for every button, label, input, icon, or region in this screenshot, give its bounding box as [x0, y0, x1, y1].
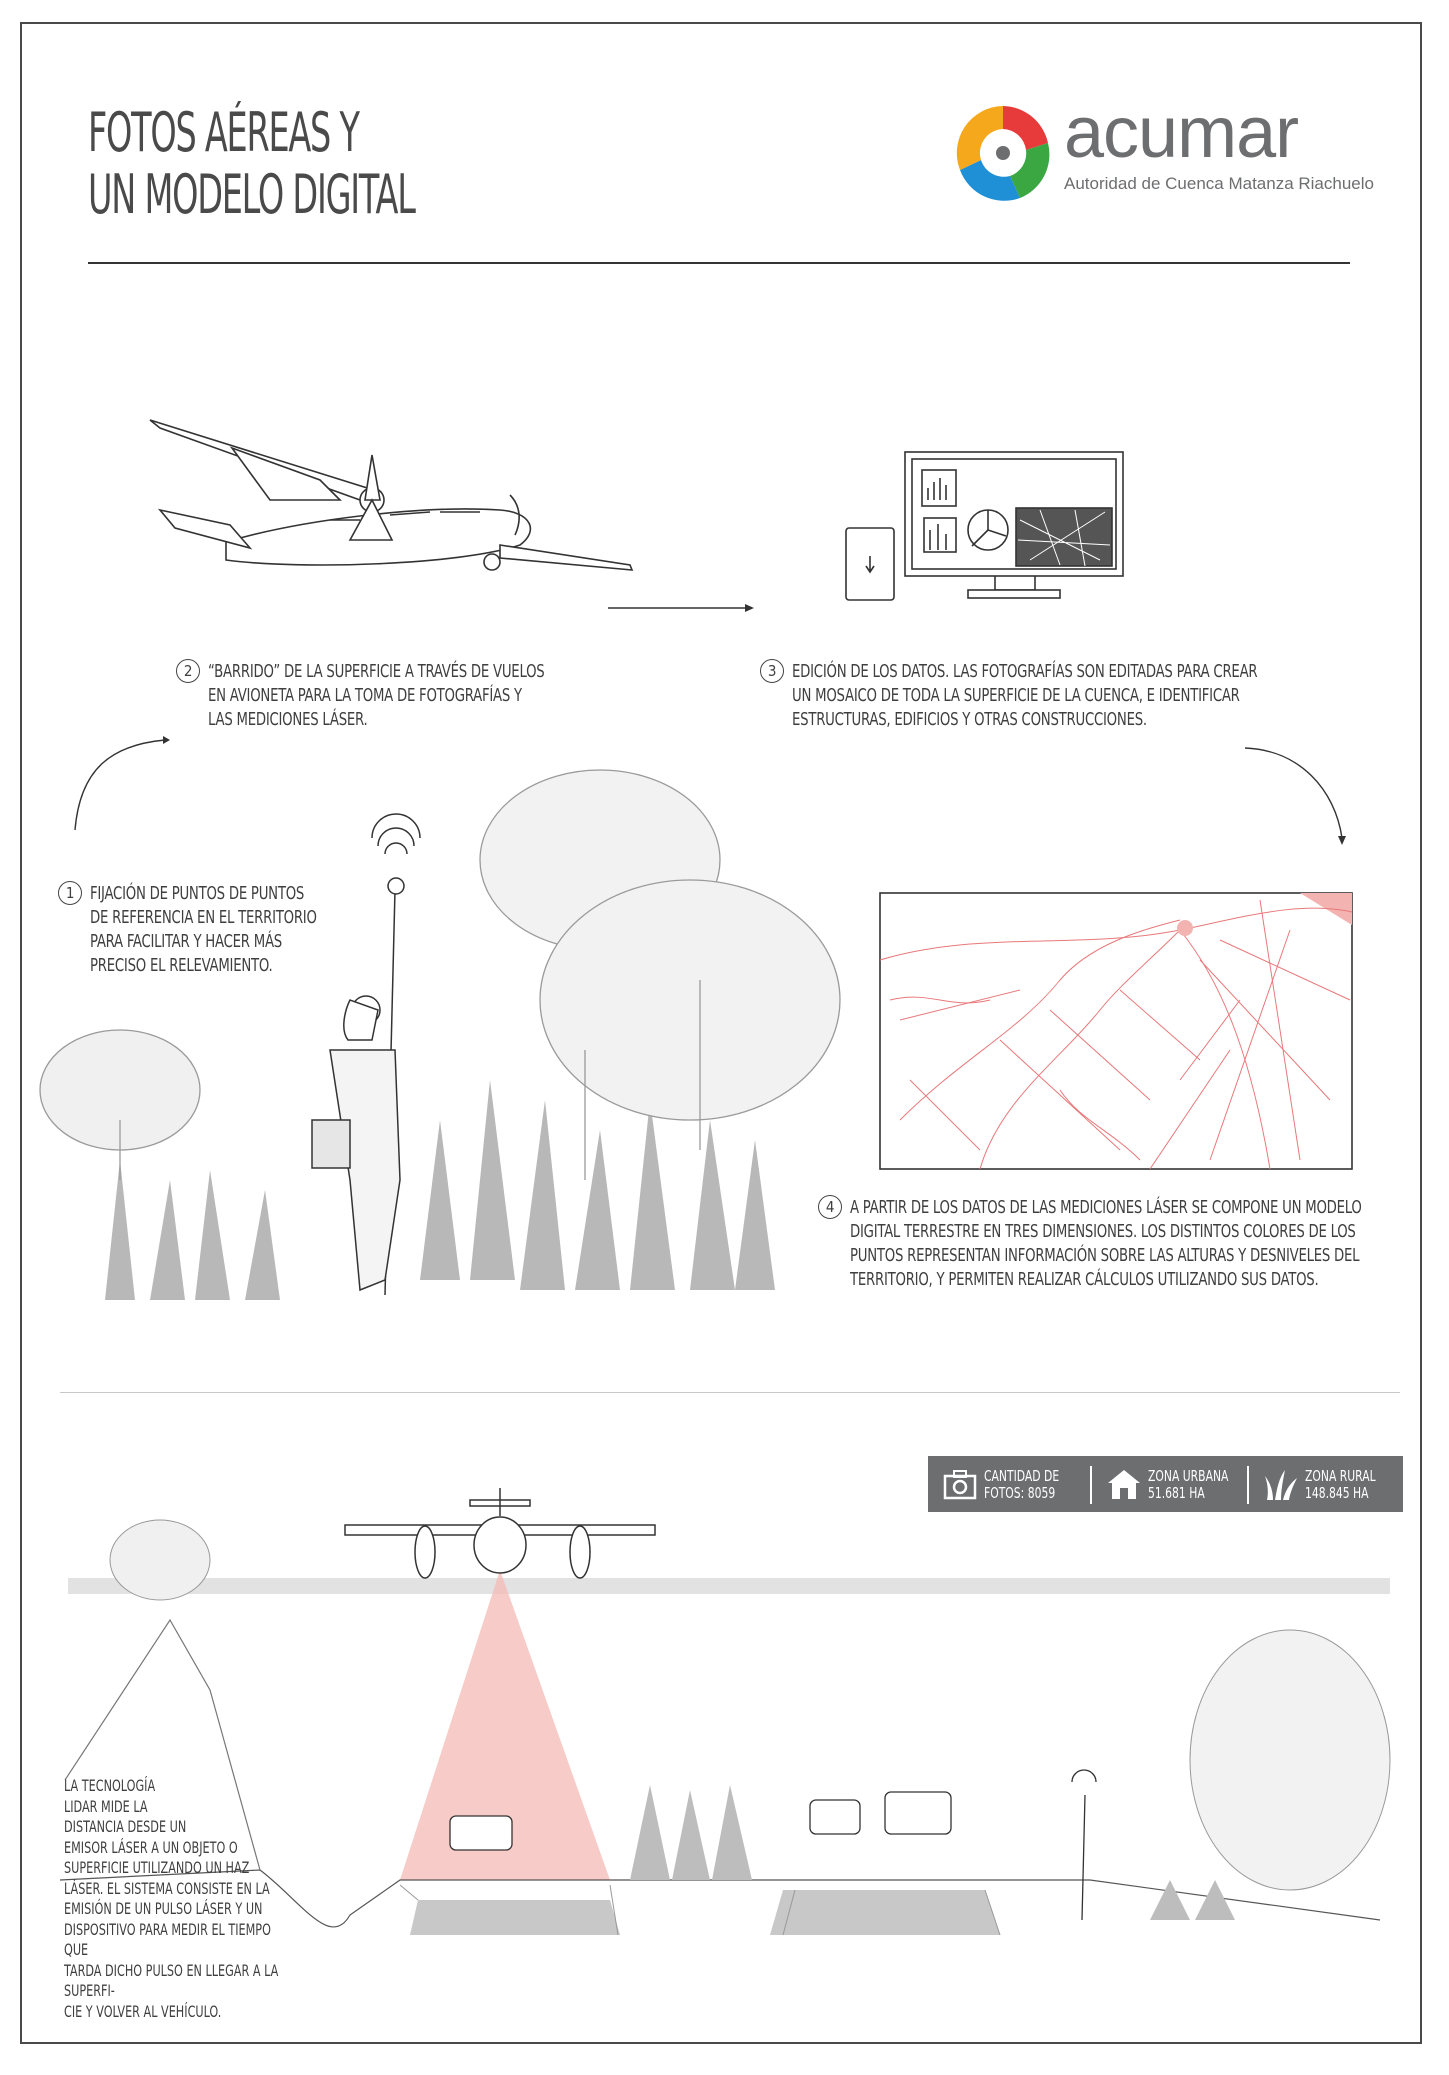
step-1: [65, 882, 340, 978]
camera-icon: [942, 1466, 978, 1502]
stat-urban: [1092, 1456, 1249, 1512]
grass-icon: [1263, 1466, 1299, 1502]
computer-illustration: [846, 452, 1123, 600]
stat-rural-label: ZONA RURAL 148.845 HA: [1305, 1467, 1376, 1502]
stat-urban-label: ZONA URBANA 51.681 HA: [1148, 1467, 1229, 1502]
step-4: [825, 1196, 1375, 1292]
house-icon: [1106, 1466, 1142, 1502]
section-divider: [60, 1392, 1400, 1393]
step-3-text: EDICIÓN DE LOS DATOS. LAS FOTOGRAFÍAS SON EDITADAS PARA CREAR UN MOSAICO DE TODA LA SUPERFICIE DE LA CUENCA, E IDENTIFICAR ESTRUCTURAS, EDIFICIOS Y OTRAS CONSTRUCCIONES.: [792, 661, 1258, 730]
title-line-2: UN MODELO DIGITAL: [88, 163, 415, 226]
title-line-1: FOTOS AÉREAS Y: [88, 101, 359, 164]
logo-wordmark: acumar: [1064, 93, 1299, 173]
step-2-number: 2: [176, 659, 200, 683]
step-4-text: A PARTIR DE LOS DATOS DE LAS MEDICIONES LÁSER SE COMPONE UN MODELO DIGITAL TERRESTRE EN TRES DIMENSIONES. LOS DISTINTOS COLORES DE LOS PUNTOS REPRESENTAN INFORMACIÓN SOBRE LAS ALTURAS Y DESNIVELES DEL TERRITORIO, Y PERMITEN REALIZAR CÁLCULOS UTILIZANDO SUS DATOS.: [850, 1197, 1362, 1290]
stat-photos: [928, 1456, 1092, 1512]
step-2-text: “BARRIDO” DE LA SUPERFICIE A TRAVÉS DE VUELOS EN AVIONETA PARA LA TOMA DE FOTOGRAFÍAS Y LAS MEDICIONES LÁSER.: [208, 661, 545, 730]
step-1-text: FIJACIÓN DE PUNTOS DE PUNTOS DE REFERENCIA EN EL TERRITORIO PARA FACILITAR Y HACER MÁS PRECISO EL RELEVAMIENTO.: [90, 883, 317, 976]
plane-illustration: [150, 420, 632, 570]
surveyor-scene: [40, 770, 840, 1300]
step-2: [183, 660, 638, 732]
step-3: [767, 660, 1312, 732]
stat-rural: [1249, 1456, 1403, 1512]
logo-subtitle: Autoridad de Cuenca Matanza Riachuelo: [1064, 174, 1374, 193]
step-4-number: 4: [818, 1195, 842, 1219]
flow-arrow-3-4: [1245, 748, 1342, 838]
stats-bar: [928, 1456, 1403, 1512]
flow-arrow-1-2: [75, 740, 165, 830]
lidar-description: LA TECNOLOGÍA LIDAR MIDE LA DISTANCIA DESDE UN EMISOR LÁSER A UN OBJETO O SUPERFICIE UTILIZANDO UN HAZ LÁSER. EL SISTEMA CONSISTE EN LA EMISIÓN DE UN PULSO LÁSER Y UN DISPOSITIVO PARA MEDIR EL TIEMPO QUE TARDA DICHO PULSO EN LLEGAR A LA SUPERFI- CIE Y VOLVER AL VEHÍCULO.: [64, 1776, 279, 2021]
lidar-plane: [345, 1488, 655, 1578]
digital-terrain-map: [880, 893, 1352, 1169]
stat-photos-label: CANTIDAD DE FOTOS: 8059: [984, 1467, 1060, 1502]
step-3-number: 3: [760, 659, 784, 683]
step-1-number: 1: [58, 881, 82, 905]
